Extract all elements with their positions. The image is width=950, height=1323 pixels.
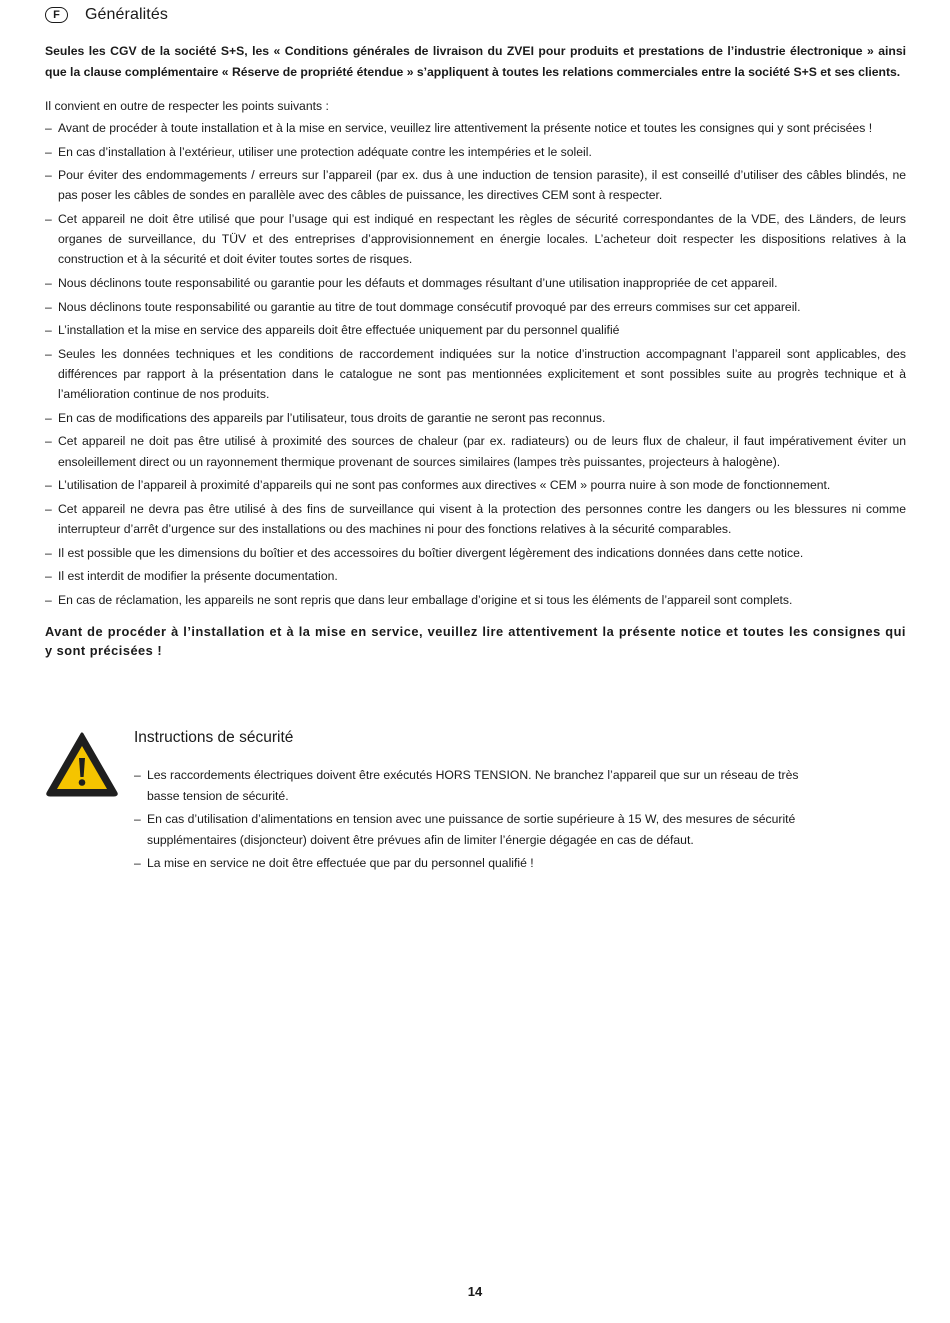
list-item: – En cas de modifications des appareils par l’utilisateur, tous droits de garantie ne seront pas reconnus. xyxy=(45,408,906,428)
list-item: – En cas d’installation à l’extérieur, utiliser une protection adéquate contre les intempéries et le soleil. xyxy=(45,142,906,162)
rules-list xyxy=(45,118,906,613)
safety-list xyxy=(134,765,814,874)
list-item: – L’utilisation de l’appareil à proximité d’appareils qui ne sont pas conformes aux directives « CEM » pourra nuire à son mode de fonctionnement. xyxy=(45,475,906,495)
list-item: – Pour éviter des endommagements / erreurs sur l’appareil (par ex. dus à une induction de tension parasite), il est conseillé d’utiliser des câbles blindés, ne pas poser les câbles de sondes en parallèle avec des câbles de puissance, les directives CEM sont à respecter. xyxy=(45,165,906,205)
list-item: – La mise en service ne doit être effectuée que par du personnel qualifié ! xyxy=(134,853,814,874)
list-item: – Il est possible que les dimensions du boîtier et des accessoires du boîtier divergent légèrement des indications données dans cette notice. xyxy=(45,543,906,563)
list-item: – Nous déclinons toute responsabilité ou garantie au titre de tout dommage consécutif provoqué par des erreurs commises sur cet appareil. xyxy=(45,297,906,317)
page-number: 14 xyxy=(467,1284,483,1299)
safety-section xyxy=(134,729,814,877)
section-title: Généralités xyxy=(85,6,168,23)
list-item: – En cas de réclamation, les appareils ne sont repris que dans leur emballage d’origine et si tous les éléments de l’appareil sont complets. xyxy=(45,590,906,610)
list-item: – Les raccordements électriques doivent être exécutés HORS TENSION. Ne branchez l’appareil que sur un réseau de très basse tension de sécurité. xyxy=(134,765,814,806)
list-item: – Cet appareil ne devra pas être utilisé à des fins de surveillance qui visent à la protection des personnes contre les dangers ou les blessures ni comme interrupteur d’arrêt d’urgence sur des installations ou des machines ni pour des fonctions relatives à la sécurité comparables. xyxy=(45,499,906,539)
list-item: – Il est interdit de modifier la présente documentation. xyxy=(45,566,906,586)
list-item: – L’installation et la mise en service des appareils doit être effectuée uniquement par du personnel qualifié xyxy=(45,320,906,340)
list-item: – Cet appareil ne doit pas être utilisé à proximité des sources de chaleur (par ex. radiateurs) ou de leurs flux de chaleur, il faut impérativement éviter un ensoleillement direct ou un rayonnement thermique provenant de sources similaires (lampes très puissantes, projecteurs à halogène). xyxy=(45,431,906,471)
list-item: – En cas d’utilisation d’alimentations en tension avec une puissance de sortie supérieure à 15 W, des mesures de sécurité supplémentaires (disjoncteur) doivent être prévues afin de limiter l’énergie dégagée en cas de défaut. xyxy=(134,809,814,850)
lead-sentence: Il convient en outre de respecter les points suivants : xyxy=(45,99,329,113)
safety-title: Instructions de sécurité xyxy=(134,729,294,746)
bold-warning-paragraph: Avant de procéder à l’installation et à la mise en service, veuillez lire attentivement la présente notice et toutes les consignes qui y sont précisées ! xyxy=(45,624,906,658)
list-item: – Nous déclinons toute responsabilité ou garantie pour les défauts et dommages résultant d’une utilisation inappropriée de cet appareil. xyxy=(45,273,906,293)
warning-triangle-icon xyxy=(45,731,119,797)
intro-paragraph: Seules les CGV de la société S+S, les « Conditions générales de livraison du ZVEI pour produits et prestations de l’industrie électronique » ainsi que la clause complémentaire « Réserve de propriété étendue » s’appliquent à toutes les relations commerciales entre la société S+S et ses clients. xyxy=(45,44,906,79)
language-badge: F xyxy=(45,7,68,23)
section-header xyxy=(45,4,168,26)
list-item: – Seules les données techniques et les conditions de raccordement indiquées sur la notice d’instruction accompagnant l’appareil sont applicables, des différences par rapport à la présentation dans le catalogue ne sont pas mentionnées explicitement et sont possibles suite au progrès technique et à l’amélioration continue de nos produits. xyxy=(45,344,906,405)
list-item: – Avant de procéder à toute installation et à la mise en service, veuillez lire attentivement la présente notice et toutes les consignes qui y sont précisées ! xyxy=(45,118,906,138)
list-item: – Cet appareil ne doit être utilisé que pour l’usage qui est indiqué en respectant les règles de sécurité correspondantes de la VDE, des Länders, de leurs organes de surveillance, du TÜV et des entreprises d’approvisionnement en énergie locales. L’acheteur doit respecter les dispositions relatives à la construction et à la sécurité et doit éviter toutes sortes de risques. xyxy=(45,209,906,270)
